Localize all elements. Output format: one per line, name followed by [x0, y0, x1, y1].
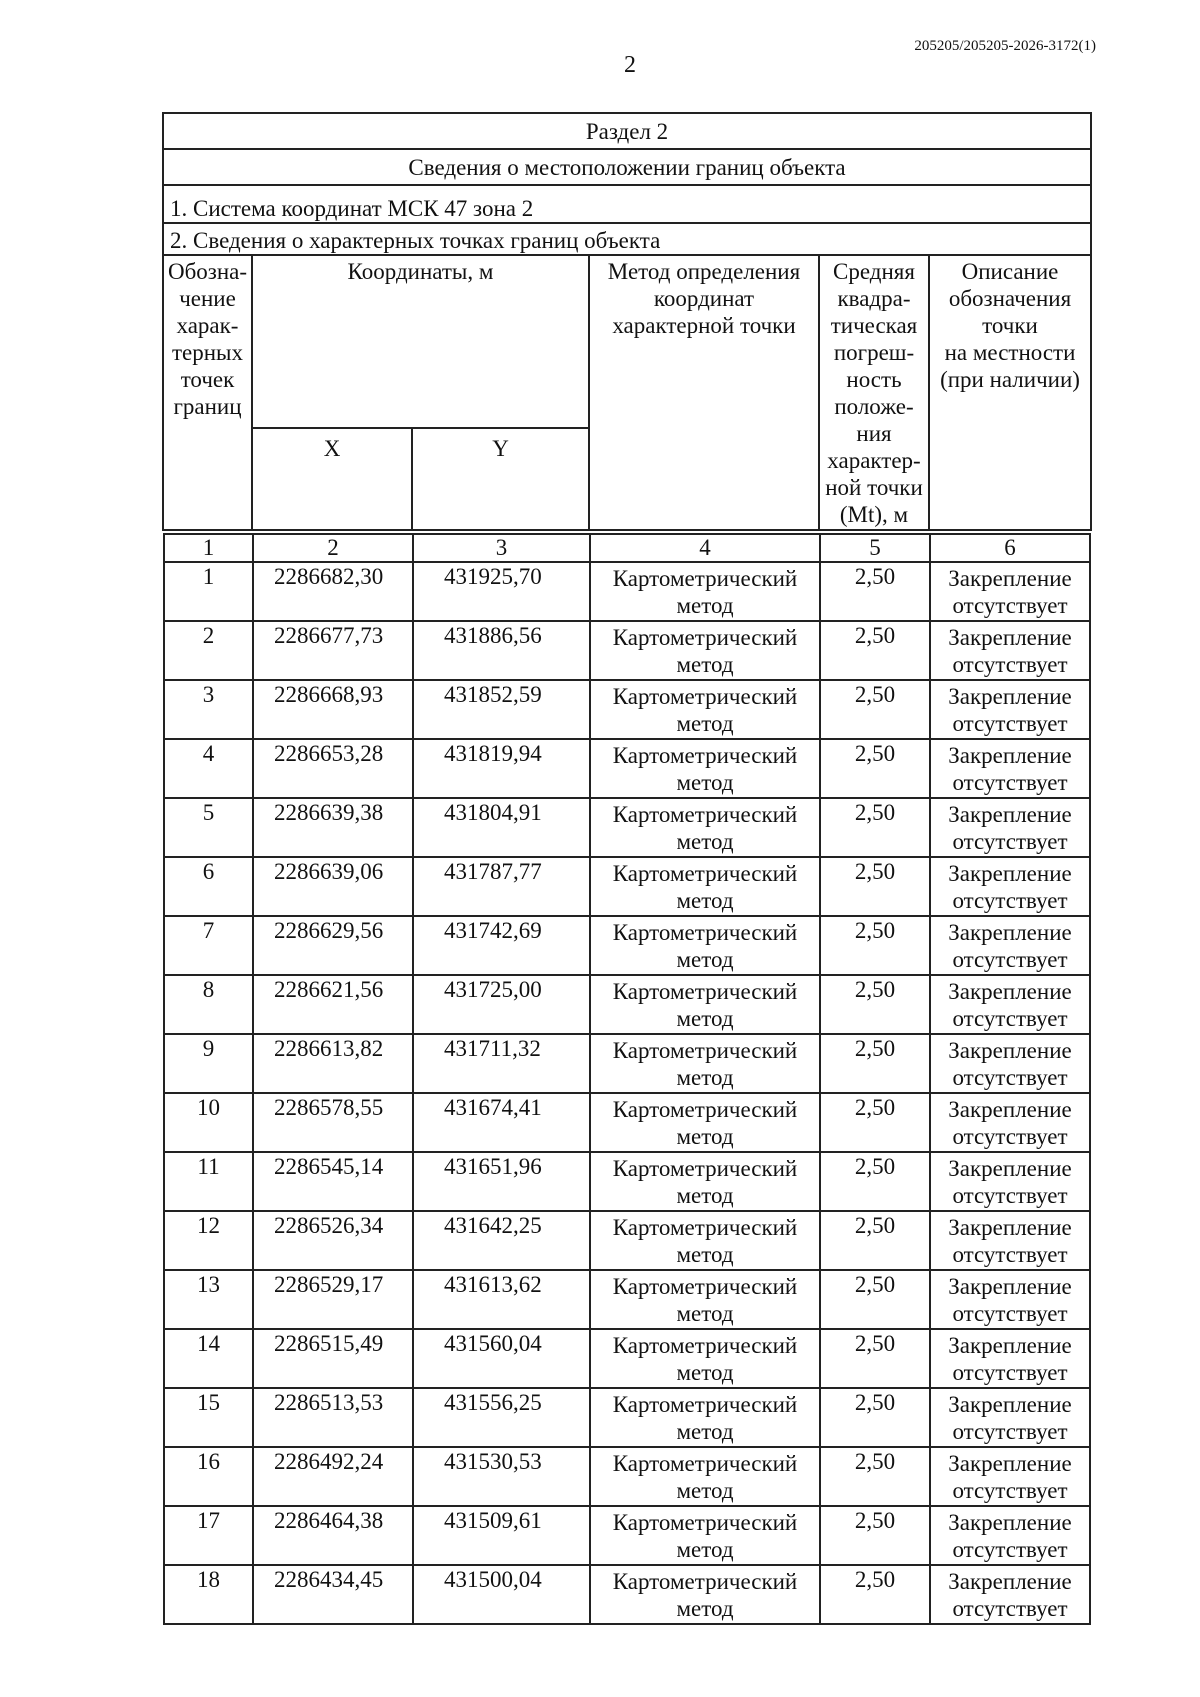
- point-description: Закрепление отсутствует: [930, 1506, 1090, 1565]
- point-number: 16: [164, 1447, 253, 1506]
- point-description: Закрепление отсутствует: [930, 1211, 1090, 1270]
- table-row: [164, 1565, 1090, 1624]
- point-description: Закрепление отсутствует: [930, 916, 1090, 975]
- section-header-table: [162, 112, 1092, 531]
- point-description: Закрепление отсутствует: [930, 1093, 1090, 1152]
- point-description: Закрепление отсутствует: [930, 621, 1090, 680]
- coord-x: 2286613,82: [253, 1034, 413, 1093]
- coord-x: 2286629,56: [253, 916, 413, 975]
- point-description: Закрепление отсутствует: [930, 1447, 1090, 1506]
- table-row: [164, 621, 1090, 680]
- error-mt: 2,50: [820, 1447, 930, 1506]
- coord-x: 2286515,49: [253, 1329, 413, 1388]
- table-row: [164, 1152, 1090, 1211]
- coord-y: 431509,61: [413, 1506, 590, 1565]
- point-description: Закрепление отсутствует: [930, 857, 1090, 916]
- point-number: 17: [164, 1506, 253, 1565]
- point-description: Закрепление отсутствует: [930, 1565, 1090, 1624]
- coord-y: 431852,59: [413, 680, 590, 739]
- point-description: Закрепление отсутствует: [930, 975, 1090, 1034]
- coord-y: 431530,53: [413, 1447, 590, 1506]
- method-cell: Картометрический метод: [590, 1447, 820, 1506]
- table-row: [164, 1506, 1090, 1565]
- point-description: Закрепление отсутствует: [930, 798, 1090, 857]
- coord-y: 431787,77: [413, 857, 590, 916]
- coord-x: 2286492,24: [253, 1447, 413, 1506]
- point-number: 13: [164, 1270, 253, 1329]
- coord-x: 2286639,38: [253, 798, 413, 857]
- section-subtitle: Сведения о местоположении границ объекта: [163, 149, 1091, 185]
- error-mt: 2,50: [820, 1211, 930, 1270]
- col-header-error: Средняя квадра- тическая погреш- ность положе- ния характер- ной точки (Mt), м: [819, 255, 929, 530]
- table-row: [164, 562, 1090, 621]
- point-number: 1: [164, 562, 253, 621]
- column-number: 5: [820, 534, 930, 562]
- error-mt: 2,50: [820, 621, 930, 680]
- error-mt: 2,50: [820, 1152, 930, 1211]
- method-cell: Картометрический метод: [590, 857, 820, 916]
- error-mt: 2,50: [820, 1329, 930, 1388]
- coord-x: 2286578,55: [253, 1093, 413, 1152]
- error-mt: 2,50: [820, 916, 930, 975]
- point-number: 15: [164, 1388, 253, 1447]
- column-number: 2: [253, 534, 413, 562]
- error-mt: 2,50: [820, 1388, 930, 1447]
- table-row: [164, 1034, 1090, 1093]
- table-row: [164, 798, 1090, 857]
- column-number: 1: [164, 534, 253, 562]
- coord-y: 431886,56: [413, 621, 590, 680]
- coord-y: 431500,04: [413, 1565, 590, 1624]
- method-cell: Картометрический метод: [590, 680, 820, 739]
- table-row: [164, 1093, 1090, 1152]
- point-number: 14: [164, 1329, 253, 1388]
- point-description: Закрепление отсутствует: [930, 1034, 1090, 1093]
- coord-y: 431651,96: [413, 1152, 590, 1211]
- error-mt: 2,50: [820, 562, 930, 621]
- coord-y: 431711,32: [413, 1034, 590, 1093]
- method-cell: Картометрический метод: [590, 562, 820, 621]
- table-row: [164, 1447, 1090, 1506]
- col-header-method: Метод определения координат характерной точки: [589, 255, 819, 530]
- coordinate-system-line: 1. Система координат МСК 47 зона 2: [163, 185, 1091, 223]
- point-number: 4: [164, 739, 253, 798]
- method-cell: Картометрический метод: [590, 798, 820, 857]
- coord-x: 2286545,14: [253, 1152, 413, 1211]
- method-cell: Картометрический метод: [590, 1270, 820, 1329]
- error-mt: 2,50: [820, 1093, 930, 1152]
- error-mt: 2,50: [820, 798, 930, 857]
- coord-y: 431725,00: [413, 975, 590, 1034]
- column-number: 4: [590, 534, 820, 562]
- method-cell: Картометрический метод: [590, 621, 820, 680]
- table-row: [164, 1329, 1090, 1388]
- coord-y: 431642,25: [413, 1211, 590, 1270]
- error-mt: 2,50: [820, 739, 930, 798]
- method-cell: Картометрический метод: [590, 975, 820, 1034]
- coord-x: 2286434,45: [253, 1565, 413, 1624]
- method-cell: Картометрический метод: [590, 1506, 820, 1565]
- method-cell: Картометрический метод: [590, 1329, 820, 1388]
- point-number: 12: [164, 1211, 253, 1270]
- points-info-line: 2. Сведения о характерных точках границ объекта: [163, 223, 1091, 255]
- coord-y: 431819,94: [413, 739, 590, 798]
- column-number: 6: [930, 534, 1090, 562]
- method-cell: Картометрический метод: [590, 1034, 820, 1093]
- point-number: 3: [164, 680, 253, 739]
- coord-x: 2286513,53: [253, 1388, 413, 1447]
- point-number: 2: [164, 621, 253, 680]
- point-description: Закрепление отсутствует: [930, 562, 1090, 621]
- table-row: [164, 916, 1090, 975]
- method-cell: Картометрический метод: [590, 1211, 820, 1270]
- coord-y: 431560,04: [413, 1329, 590, 1388]
- table-row: [164, 1388, 1090, 1447]
- col-header-coordinates: Координаты, м: [252, 255, 589, 428]
- coord-x: 2286621,56: [253, 975, 413, 1034]
- coord-x: 2286464,38: [253, 1506, 413, 1565]
- page-number: 2: [624, 52, 636, 78]
- table-row: [164, 857, 1090, 916]
- method-cell: Картометрический метод: [590, 1565, 820, 1624]
- col-header-y: Y: [412, 428, 589, 530]
- point-number: 5: [164, 798, 253, 857]
- error-mt: 2,50: [820, 857, 930, 916]
- col-header-designation: Обозна- чение харак- терных точек границ: [163, 255, 252, 530]
- coord-x: 2286653,28: [253, 739, 413, 798]
- coord-y: 431925,70: [413, 562, 590, 621]
- point-description: Закрепление отсутствует: [930, 680, 1090, 739]
- method-cell: Картометрический метод: [590, 1093, 820, 1152]
- error-mt: 2,50: [820, 1506, 930, 1565]
- table-row: [164, 739, 1090, 798]
- point-description: Закрепление отсутствует: [930, 1329, 1090, 1388]
- point-number: 10: [164, 1093, 253, 1152]
- table-row: [164, 975, 1090, 1034]
- point-description: Закрепление отсутствует: [930, 1388, 1090, 1447]
- coord-y: 431742,69: [413, 916, 590, 975]
- column-number: 3: [413, 534, 590, 562]
- col-header-x: X: [252, 428, 412, 530]
- method-cell: Картометрический метод: [590, 1152, 820, 1211]
- table-row: [164, 1211, 1090, 1270]
- coord-x: 2286529,17: [253, 1270, 413, 1329]
- point-number: 8: [164, 975, 253, 1034]
- point-number: 11: [164, 1152, 253, 1211]
- point-number: 9: [164, 1034, 253, 1093]
- coord-y: 431613,62: [413, 1270, 590, 1329]
- point-number: 7: [164, 916, 253, 975]
- error-mt: 2,50: [820, 975, 930, 1034]
- table-row: [164, 1270, 1090, 1329]
- col-header-description: Описание обозначения точки на местности (при наличии): [929, 255, 1091, 530]
- document-code: 205205/205205-2026-3172(1): [914, 38, 1096, 54]
- error-mt: 2,50: [820, 1034, 930, 1093]
- error-mt: 2,50: [820, 1565, 930, 1624]
- error-mt: 2,50: [820, 680, 930, 739]
- coord-y: 431804,91: [413, 798, 590, 857]
- coord-y: 431674,41: [413, 1093, 590, 1152]
- point-description: Закрепление отсутствует: [930, 1270, 1090, 1329]
- method-cell: Картометрический метод: [590, 916, 820, 975]
- section-title: Раздел 2: [163, 113, 1091, 149]
- method-cell: Картометрический метод: [590, 739, 820, 798]
- boundary-points-table: [163, 533, 1091, 1625]
- table-row: [164, 680, 1090, 739]
- method-cell: Картометрический метод: [590, 1388, 820, 1447]
- point-description: Закрепление отсутствует: [930, 739, 1090, 798]
- coord-y: 431556,25: [413, 1388, 590, 1447]
- point-description: Закрепление отсутствует: [930, 1152, 1090, 1211]
- coord-x: 2286639,06: [253, 857, 413, 916]
- error-mt: 2,50: [820, 1270, 930, 1329]
- point-number: 18: [164, 1565, 253, 1624]
- coord-x: 2286526,34: [253, 1211, 413, 1270]
- coord-x: 2286668,93: [253, 680, 413, 739]
- coord-x: 2286677,73: [253, 621, 413, 680]
- coord-x: 2286682,30: [253, 562, 413, 621]
- point-number: 6: [164, 857, 253, 916]
